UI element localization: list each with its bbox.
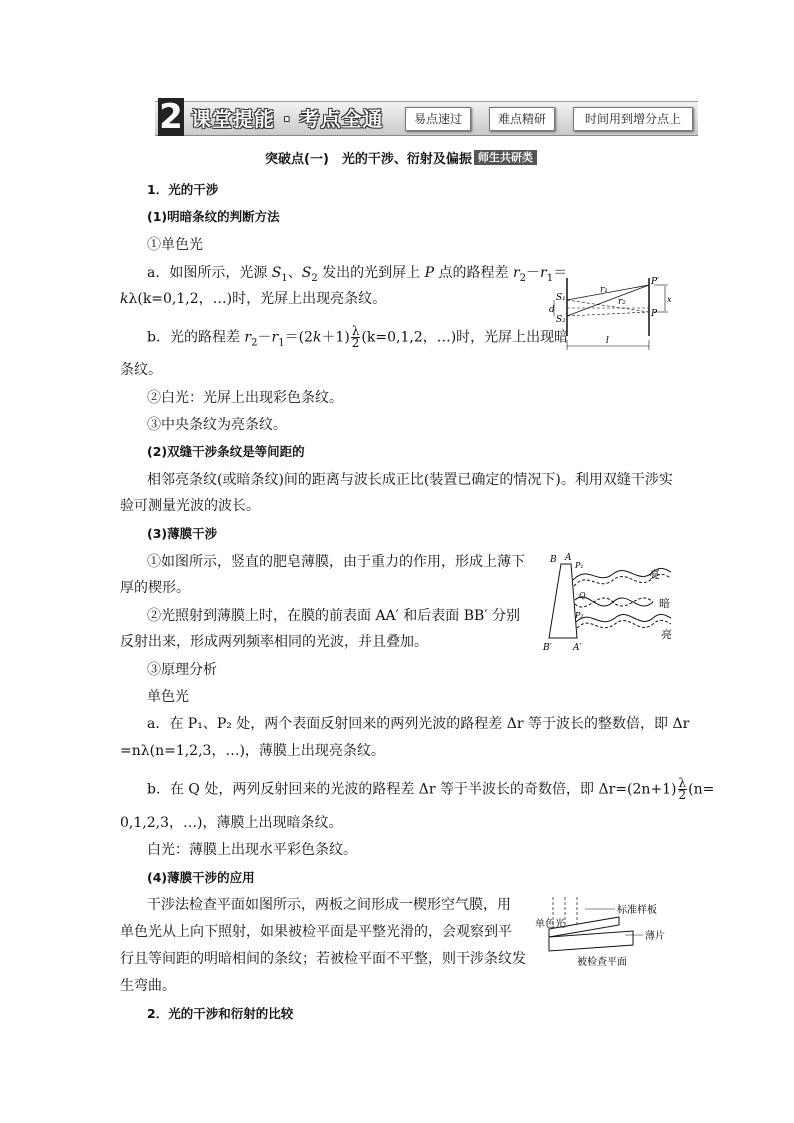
text: b．在 Q 处，两列反射回来的光波的路程差 Δr 等于半波长的奇数倍，即 Δr=(2n+1) [147, 781, 677, 798]
banner-title: 课堂提能 · 考点全通 [191, 107, 384, 131]
label-s1: S₁ [556, 293, 566, 303]
film2-line1: ②光照射到薄膜上时，在膜的前表面 AA′ 和后表面 BB′ 分别 [147, 608, 520, 624]
text: a．如图所示，光源 [147, 265, 272, 281]
principle-label: ③原理分析 [147, 662, 217, 678]
spacing-line1: 相邻亮条纹(或暗条纹)间的距离与波长成正比(装置已确定的情况下)。利用双缝干涉实 [147, 472, 673, 488]
para-b-line1: b．光的路程差 $r_2-r_1=(2k+1)$ $\frac{\lambda}{2}$ (k=0,1,2，…)时，光屏上出现暗 [147, 324, 569, 350]
double-slit-figure [540, 276, 690, 354]
tab-easy-points[interactable]: 易点速过 [405, 107, 471, 131]
label-bright-2: 亮 [661, 628, 672, 641]
label-p1: P₁ [575, 561, 584, 570]
central-fringe-text: ③中央条纹为亮条纹。 [147, 417, 287, 433]
sec2-title: 2．光的干涉和衍射的比较 [147, 1006, 294, 1021]
pa-line1: a．在 P₁、P₂ 处，两个表面反射回来的两列光波的路程差 Δr 等于波长的整数倍，即 Δr [147, 716, 690, 732]
pa-line2: =nλ(n=1,2,3，…)，薄膜上出现亮条纹。 [120, 743, 385, 759]
label-std-plate: 标准样板 [617, 905, 657, 916]
fraction-lambda-over-2 [351, 326, 361, 349]
white-light-text: ②白光：光屏上出现彩色条纹。 [147, 390, 343, 406]
pb-line1 [147, 778, 714, 801]
section-number: 2 [159, 97, 183, 137]
para-b-line2: 条纹。 [120, 362, 162, 378]
label-r2: r₂ [618, 297, 626, 307]
label-b: B [550, 555, 557, 565]
sub3-title: (3)薄膜干涉 [147, 526, 218, 541]
heading-title: 突破点(一) 光的干涉、衍射及偏振 [265, 152, 472, 167]
label-d: d [549, 305, 555, 315]
label-l: l [606, 336, 609, 346]
sub2-title: (2)双缝干涉条纹是等间距的 [147, 444, 305, 459]
spacing-line2: 验可测量光波的波长。 [120, 498, 260, 514]
text: (k=0,1,2，…)时，光屏上出现暗 [361, 329, 569, 346]
app-line4: 生弯曲。 [120, 978, 176, 994]
text: (n= [688, 781, 715, 798]
tab-score-points[interactable]: 时间用到增分点上 [573, 107, 693, 131]
text: b．光的路程差 [147, 329, 245, 346]
film1-line2: 厚的楔形。 [120, 580, 190, 596]
label-bright-1: 亮 [649, 568, 660, 581]
film1-line1: ①如图所示，竖直的肥皂薄膜，由于重力的作用，形成上薄下 [147, 554, 525, 570]
heading-badge: 师生共研类 [474, 150, 537, 165]
text: 发出的光到屏上 [317, 265, 425, 281]
denominator: 2 [678, 788, 687, 802]
para-a-line2: kλ(k=0,1,2，…)时，光屏上出现亮条纹。 [120, 291, 387, 307]
para-a-line1: a．如图所示，光源 $S_1$、$S_2$ 发出的光到屏上 P 点的路程差 $r_2-r_1=$ [147, 265, 568, 284]
label-q: Q [579, 591, 586, 600]
text: 点的路程差 [434, 265, 513, 281]
sub1-title: (1)明暗条纹的判断方法 [147, 209, 280, 224]
section-banner [155, 97, 698, 137]
section-heading [265, 150, 537, 170]
pb-line2: 0,1,2,3，…)，薄膜上出现暗条纹。 [120, 815, 343, 831]
soap-film-figure [543, 552, 683, 654]
white-light-2: 白光：薄膜上出现水平彩色条纹。 [147, 842, 357, 858]
mono-light-label-2: 单色光 [147, 689, 189, 705]
label-tested-plane: 被检查平面 [577, 957, 627, 968]
fraction-lambda-over-2 [678, 778, 688, 801]
text: (k=0,1,2，…)时，光屏上出现亮条纹。 [137, 291, 387, 307]
label-p: P [651, 309, 658, 319]
sec1-title: 1．光的干涉 [147, 182, 219, 197]
app-line3: 行且等间距的明暗相间的条纹；若被检平面不平整，则干涉条纹发 [120, 951, 526, 967]
label-p-prime: P′ [651, 277, 660, 287]
film2-line2: 反射出来，形成两列频率相同的光波，并且叠加。 [120, 634, 428, 650]
label-a: A [565, 553, 572, 563]
tab-hard-points[interactable]: 难点精研 [489, 107, 555, 131]
label-s2: S₂ [556, 315, 566, 325]
label-mono-light: 单色光 [535, 919, 565, 930]
label-r1: r₁ [600, 285, 608, 295]
app-line2: 单色光从上向下照射，如果被检平面是平整光滑的，会观察到平 [120, 924, 512, 940]
sub4-title: (4)薄膜干涉的应用 [147, 870, 255, 885]
numerator: λ [351, 324, 360, 338]
label-p2: P₂ [575, 611, 584, 620]
flatness-test-figure [533, 893, 683, 969]
numerator: λ [678, 776, 687, 790]
app-line1: 干涉法检查平面如图所示，两板之间形成一楔形空气膜，用 [147, 897, 511, 913]
denominator: 2 [351, 336, 360, 350]
label-b-prime: B′ [543, 643, 552, 653]
label-dark: 暗 [659, 597, 670, 610]
label-shim: 薄片 [645, 931, 665, 942]
label-a-prime: A′ [573, 643, 582, 653]
label-x: x [667, 295, 672, 304]
mono-light-label: ①单色光 [147, 237, 203, 253]
